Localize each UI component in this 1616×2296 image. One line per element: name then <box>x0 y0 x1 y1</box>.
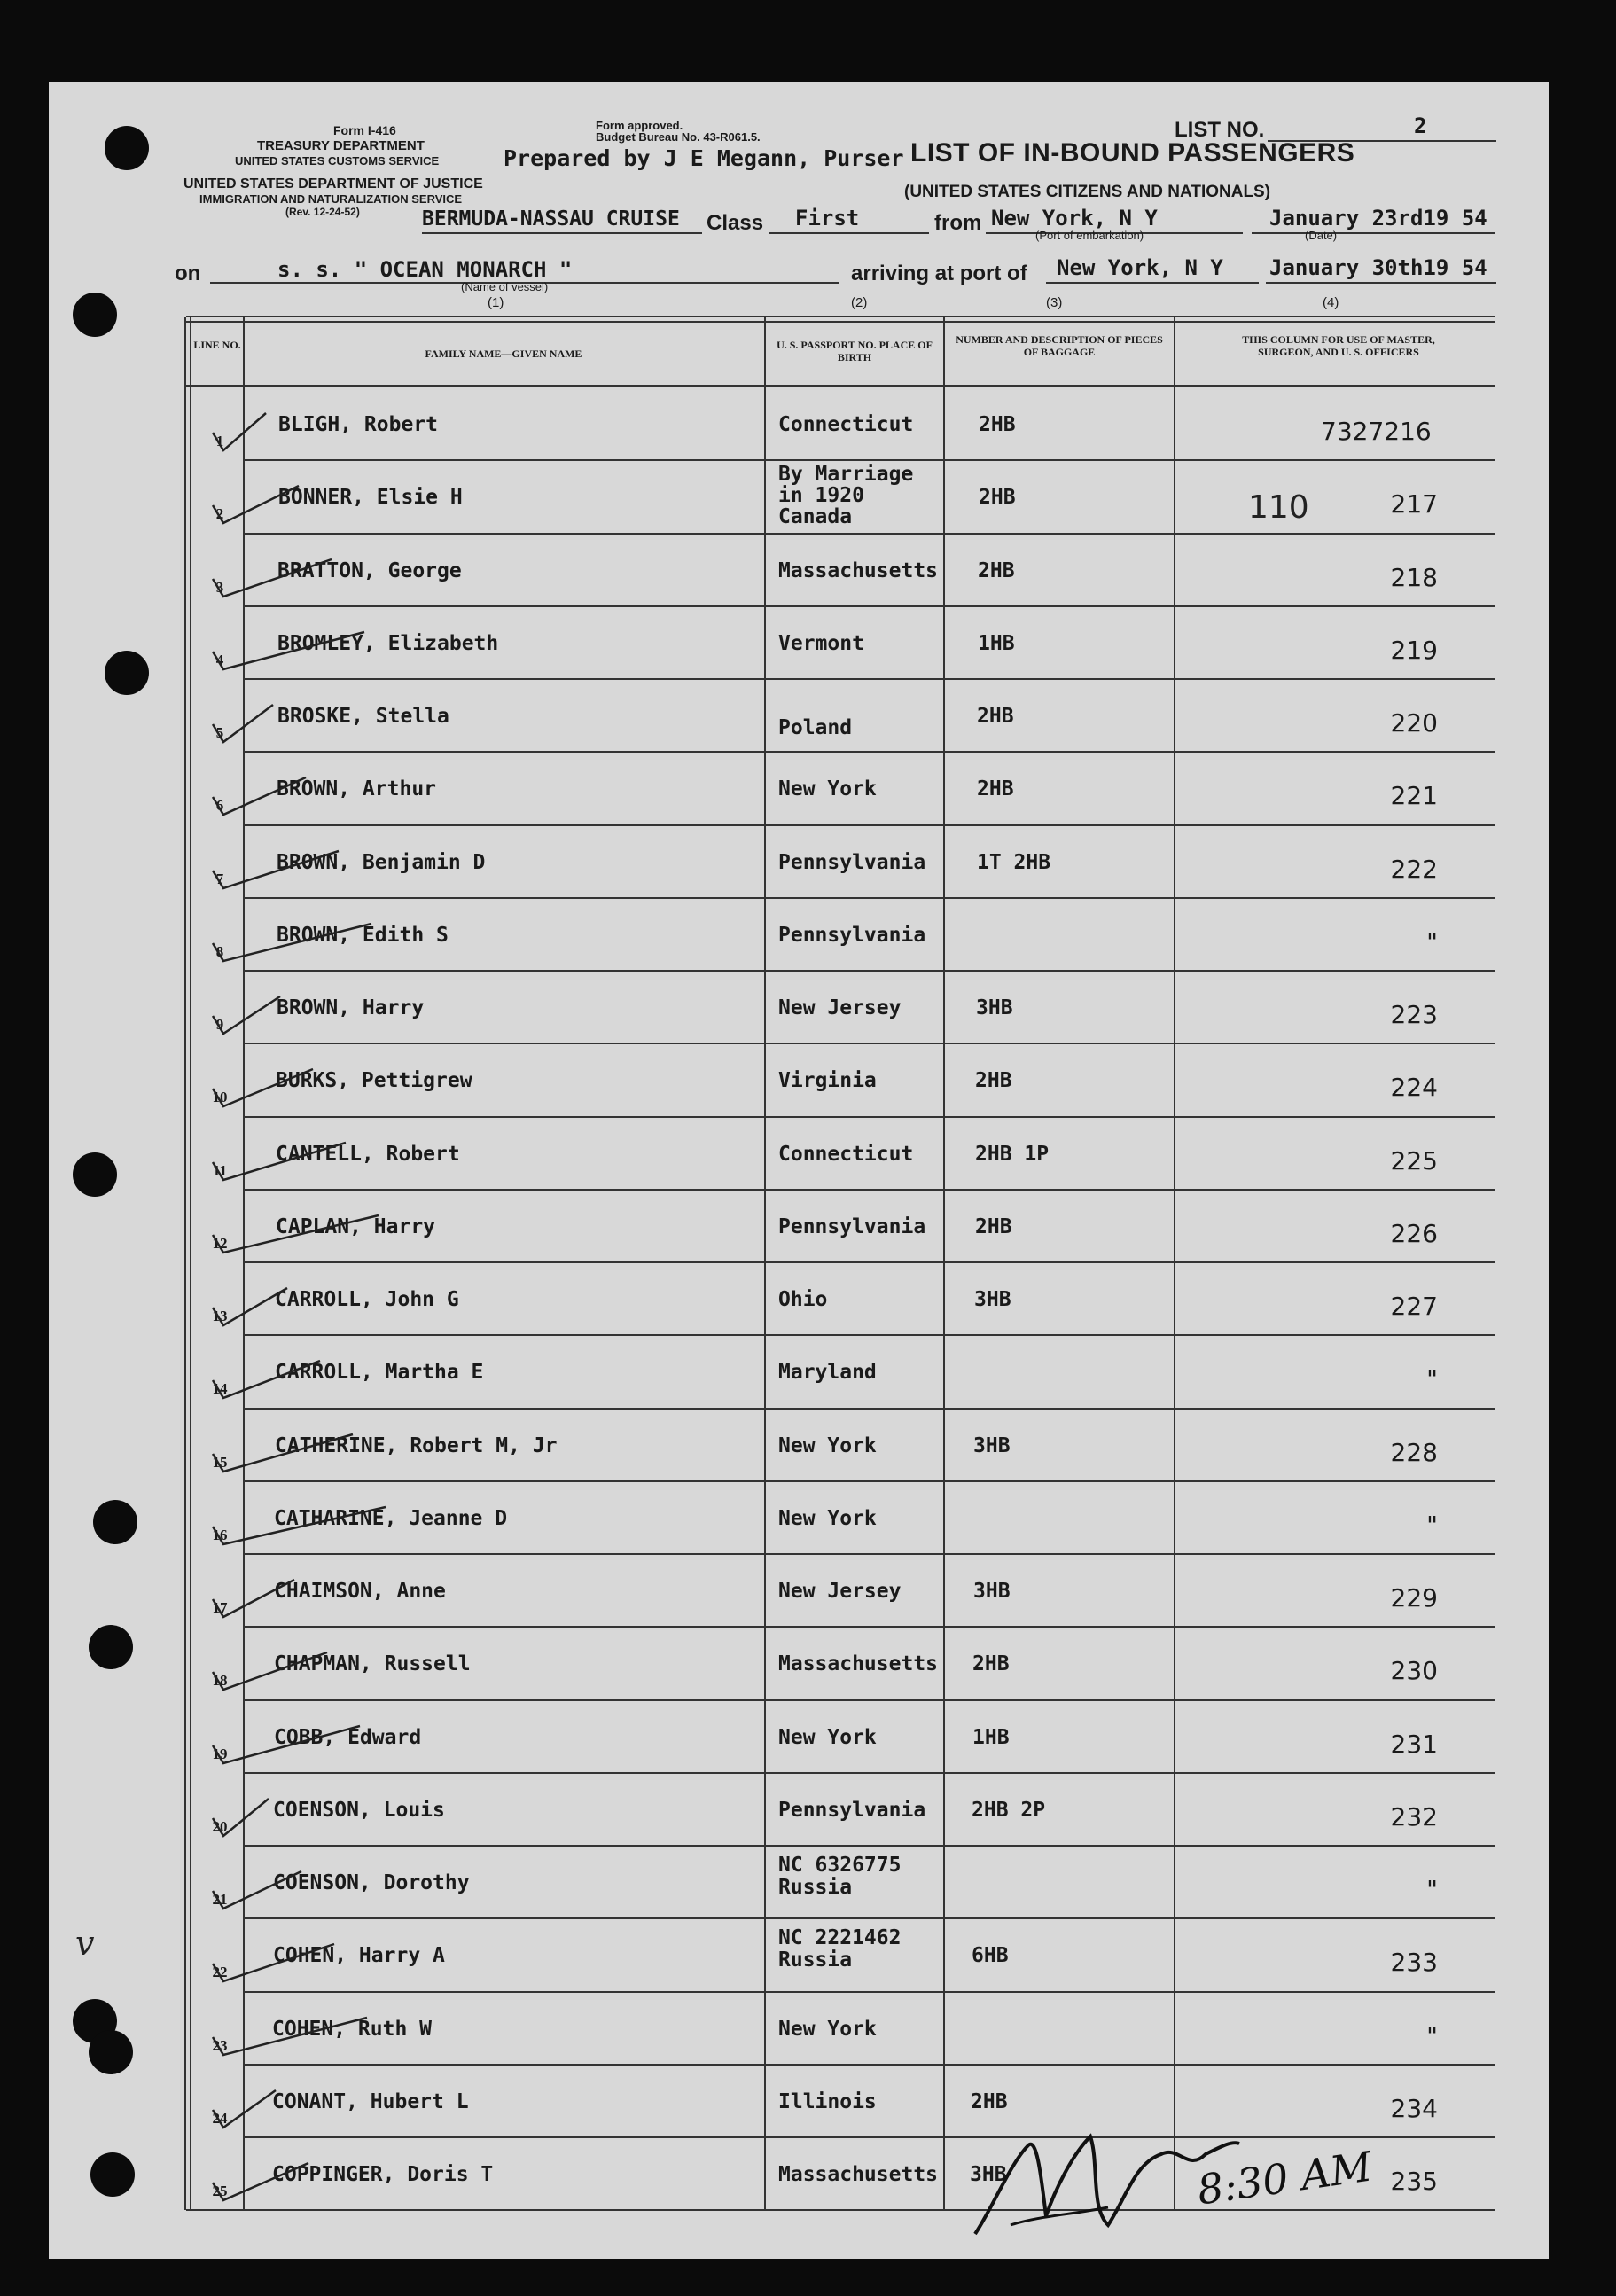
officer-number: 7327216 <box>1321 417 1432 446</box>
officer-number: 227 <box>1390 1292 1438 1321</box>
officer-number: 231 <box>1390 1729 1438 1759</box>
passenger-name: COBB, Edward <box>274 1725 422 1749</box>
baggage-count: 2HB <box>979 413 1016 436</box>
header-officers: THIS COLUMN FOR USE OF MASTER, SURGEON, AND U. S. OFFICERS <box>1242 333 1435 358</box>
line-number: 24 <box>212 2109 228 2127</box>
binder-hole <box>73 293 117 337</box>
cruise-underline <box>422 232 702 234</box>
passenger-name: CARROLL, Martha E <box>275 1361 484 1385</box>
officer-number: 217 <box>1390 489 1438 519</box>
line-number: 2 <box>215 505 224 523</box>
header-passport: U. S. PASSPORT NO. PLACE OF BIRTH <box>777 339 933 363</box>
vessel-caption: (Name of vessel) <box>461 280 549 293</box>
baggage-count: 2HB <box>977 705 1014 728</box>
check-mark-icon <box>204 406 470 459</box>
header-family-name: FAMILY NAME—GIVEN NAME <box>425 348 582 360</box>
check-mark-icon <box>204 1864 470 1917</box>
baggage-count: 1HB <box>978 631 1015 655</box>
row-divider <box>243 2136 1495 2138</box>
binder-hole <box>93 1500 137 1544</box>
class-value: First <box>795 206 860 230</box>
check-mark-icon <box>204 1136 470 1189</box>
place-of-birth: Connecticut <box>778 1142 914 1166</box>
check-mark-icon <box>204 770 470 824</box>
passenger-name: BROWN, Arthur <box>277 777 437 801</box>
place-of-birth: New York <box>778 1725 877 1749</box>
officer-number: 221 <box>1390 781 1438 811</box>
baggage-count: 3HB <box>974 1288 1011 1311</box>
cruise-name: BERMUDA-NASSAU CRUISE <box>422 207 680 230</box>
place-of-birth: Virginia <box>778 1069 877 1093</box>
arrival-date-line <box>1266 282 1496 284</box>
check-mark-icon <box>204 1573 470 1626</box>
place-of-birth: NC 6326775 <box>778 1854 902 1877</box>
baggage-count: 3HB <box>973 1580 1011 1603</box>
passenger-name: CHAPMAN, Russell <box>274 1652 471 1676</box>
place-of-birth: Massachusetts <box>778 2163 939 2186</box>
line-number: 1 <box>215 433 224 449</box>
baggage-count: 3HB <box>970 2163 1007 2186</box>
line-number: 9 <box>215 1016 224 1033</box>
officer-number: 219 <box>1390 635 1438 665</box>
binder-hole <box>73 1152 117 1197</box>
passenger-name: CHAIMSON, Anne <box>274 1580 446 1603</box>
passenger-name: CANTELL, Robert <box>276 1142 460 1166</box>
line-number: 25 <box>212 2183 228 2199</box>
row-divider <box>243 1043 1495 1044</box>
officer-number: 233 <box>1390 1948 1438 1978</box>
check-mark-icon <box>204 1645 470 1699</box>
col-divider-baggage <box>1174 317 1175 2210</box>
from-value: New York, N Y <box>991 206 1158 230</box>
place-of-birth: Pennsylvania <box>778 850 926 874</box>
passenger-name: BROWN, Harry <box>277 996 425 1019</box>
margin-check-mark: v <box>75 1924 95 1963</box>
col-ref-2: (2) <box>851 295 868 310</box>
line-number: 6 <box>215 797 224 815</box>
place-of-birth: Ohio <box>778 1288 828 1311</box>
place-of-birth: Illinois <box>778 2089 877 2113</box>
place-of-birth: Russia <box>778 1876 853 1899</box>
officer-number: 223 <box>1390 1000 1438 1029</box>
binder-hole <box>89 1625 133 1669</box>
check-mark-icon <box>204 2156 470 2209</box>
officer-number: 235 <box>1390 2167 1438 2196</box>
table-border-left <box>184 317 186 2210</box>
row-divider <box>243 970 1495 972</box>
row-divider <box>243 1917 1495 1919</box>
baggage-count: 2HB <box>979 486 1016 510</box>
passenger-name: CATHERINE, Robert M, Jr <box>275 1433 558 1457</box>
baggage-count: 2HB <box>975 1214 1012 1238</box>
dept-of-justice: UNITED STATES DEPARTMENT OF JUSTICE <box>183 176 483 191</box>
baggage-count: 3HB <box>973 1433 1011 1457</box>
check-mark-icon <box>204 552 470 605</box>
officer-number: 230 <box>1390 1656 1438 1686</box>
line-number: 13 <box>212 1308 228 1324</box>
check-mark-icon <box>204 2011 470 2064</box>
row-divider <box>243 459 1495 461</box>
baggage-count: 1T 2HB <box>977 850 1051 874</box>
row-divider <box>243 1261 1495 1263</box>
baggage-count: 2HB 2P <box>972 1798 1046 1822</box>
officer-number: 229 <box>1390 1583 1438 1613</box>
from-label: from <box>934 211 982 235</box>
col-ref-3: (3) <box>1046 295 1063 310</box>
line-number: 20 <box>212 1817 228 1835</box>
check-mark-icon <box>204 844 470 897</box>
officer-number: 234 <box>1390 2093 1438 2123</box>
check-mark-icon <box>204 1500 470 1553</box>
baggage-count: 2HB <box>978 558 1015 582</box>
binder-hole <box>89 2030 133 2074</box>
passenger-name: CARROLL, John G <box>275 1288 459 1311</box>
officer-number: " <box>1426 1510 1438 1540</box>
binder-hole <box>90 2152 135 2197</box>
place-of-birth: Pennsylvania <box>778 923 926 947</box>
form-number: Form I-416 <box>333 123 396 137</box>
check-mark-icon <box>204 989 470 1043</box>
place-of-birth: New Jersey <box>778 1580 902 1603</box>
embark-date-line <box>1252 232 1495 234</box>
arriving-label: arriving at port of <box>851 262 1027 285</box>
row-divider <box>243 1991 1495 1993</box>
passenger-name: COENSON, Dorothy <box>273 1871 470 1894</box>
row-divider <box>243 1189 1495 1191</box>
budget-bureau: Budget Bureau No. 43-R061.5. <box>596 130 761 144</box>
col-divider-passport <box>943 317 945 2210</box>
line-number: 19 <box>212 1745 228 1762</box>
class-label: Class <box>707 211 764 235</box>
baggage-count: 1HB <box>972 1725 1010 1749</box>
check-mark-icon <box>204 1208 470 1261</box>
officer-number: " <box>1426 2020 1438 2050</box>
passenger-name: BURKS, Pettigrew <box>276 1069 472 1093</box>
line-number: 22 <box>212 1964 228 1981</box>
col-divider-name <box>764 317 766 2210</box>
place-of-birth: New York <box>778 2017 877 2041</box>
handwritten-110: 110 <box>1248 489 1309 526</box>
passenger-name: COHEN, Ruth W <box>272 2017 433 2041</box>
prepared-by: Prepared by J E Megann, Purser <box>504 145 904 171</box>
header-line-no: LINE NO. <box>193 339 241 351</box>
row-divider <box>243 751 1495 753</box>
treasury-department: TREASURY DEPARTMENT <box>257 138 425 153</box>
line-number: 8 <box>215 942 224 960</box>
passenger-name: BROWN, Benjamin D <box>277 850 486 874</box>
passenger-name: BROSKE, Stella <box>277 705 449 728</box>
check-mark-icon <box>204 1937 470 1990</box>
arrival-port-line <box>1046 282 1259 284</box>
check-mark-icon <box>204 1354 470 1407</box>
port-embark-caption: (Port of embarkation) <box>1035 229 1144 242</box>
place-of-birth: Maryland <box>778 1361 877 1385</box>
line-number: 12 <box>212 1234 228 1252</box>
passenger-name: BRATTON, George <box>277 558 462 582</box>
table-bottom-border <box>186 2209 1495 2211</box>
date-caption: (Date) <box>1305 229 1338 242</box>
customs-service: UNITED STATES CUSTOMS SERVICE <box>235 154 440 168</box>
check-mark-icon <box>204 698 470 751</box>
list-no-value: 2 <box>1414 113 1427 138</box>
row-divider <box>243 533 1495 535</box>
on-label: on <box>175 262 201 285</box>
officer-number: " <box>1426 1364 1438 1394</box>
place-of-birth: Pennsylvania <box>778 1798 926 1822</box>
row-divider <box>243 897 1495 899</box>
line-number: 16 <box>212 1526 228 1543</box>
baggage-count: 2HB <box>971 2089 1008 2113</box>
header-baggage: NUMBER AND DESCRIPTION OF PIECES OF BAGGAGE <box>956 333 1163 358</box>
passenger-name: COPPINGER, Doris T <box>272 2163 494 2186</box>
row-divider <box>243 1553 1495 1555</box>
place-of-birth: Poland <box>778 716 853 739</box>
line-number: 15 <box>212 1453 228 1471</box>
place-of-birth: New York <box>778 1506 877 1530</box>
passenger-name: CATHARINE, Jeanne D <box>274 1506 508 1530</box>
check-mark-icon <box>204 1281 470 1334</box>
row-divider <box>243 1699 1495 1701</box>
place-of-birth: By Marriage <box>778 463 914 487</box>
list-no-line <box>1268 140 1496 142</box>
place-of-birth: Canada <box>778 505 853 529</box>
line-number: 4 <box>215 651 224 668</box>
passenger-name: BROWN, Edith S <box>277 923 449 947</box>
line-number: 7 <box>215 870 224 887</box>
row-divider <box>243 1116 1495 1118</box>
place-of-birth: Massachusetts <box>778 558 939 582</box>
row-divider <box>243 1480 1495 1482</box>
col-ref-1: (1) <box>488 295 504 310</box>
check-mark-icon <box>204 625 470 678</box>
citizens-nationals: (UNITED STATES CITIZENS AND NATIONALS) <box>904 183 1271 201</box>
row-divider <box>243 1772 1495 1774</box>
check-mark-icon <box>204 917 470 970</box>
check-mark-icon <box>204 1427 470 1480</box>
check-mark-icon <box>204 1062 470 1115</box>
form-approved: Form approved. <box>596 119 683 132</box>
line-number: 14 <box>212 1380 228 1398</box>
place-of-birth: New Jersey <box>778 996 902 1019</box>
place-of-birth: Connecticut <box>778 413 914 436</box>
arrival-port: New York, N Y <box>1057 255 1223 280</box>
officer-number: 228 <box>1390 1437 1438 1467</box>
baggage-count: 2HB <box>975 1069 1012 1093</box>
line-number: 21 <box>212 1891 228 1908</box>
check-mark-icon <box>204 479 470 532</box>
place-of-birth: New York <box>778 777 877 801</box>
check-mark-icon <box>204 2083 470 2136</box>
baggage-count: 6HB <box>972 1944 1009 1968</box>
officer-number: 232 <box>1390 1801 1438 1831</box>
passenger-name: BROMLEY, Elizabeth <box>277 631 499 655</box>
officer-number: 220 <box>1390 708 1438 738</box>
baggage-count: 3HB <box>976 996 1013 1019</box>
list-title: LIST OF IN-BOUND PASSENGERS <box>910 138 1355 168</box>
row-divider <box>243 1334 1495 1336</box>
place-of-birth: in 1920 <box>778 484 864 508</box>
line-number: 3 <box>215 578 224 596</box>
baggage-count: 2HB <box>972 1652 1010 1676</box>
line-number: 18 <box>212 1672 228 1690</box>
baggage-count: 2HB 1P <box>975 1142 1050 1166</box>
line-number: 23 <box>212 2036 228 2054</box>
place-of-birth: Massachusetts <box>778 1652 939 1676</box>
officer-number: 222 <box>1390 854 1438 884</box>
officer-number: 225 <box>1390 1145 1438 1175</box>
officer-signature <box>957 2110 1241 2243</box>
list-no-label: LIST NO. <box>1175 118 1265 142</box>
line-number: 17 <box>212 1599 228 1616</box>
row-divider <box>243 1845 1495 1847</box>
place-of-birth: Pennsylvania <box>778 1214 926 1238</box>
officer-number: 218 <box>1390 562 1438 592</box>
vessel-name: s. s. " OCEAN MONARCH " <box>277 257 573 282</box>
passenger-name: COENSON, Louis <box>273 1798 445 1822</box>
row-divider <box>243 2064 1495 2066</box>
col-ref-4: (4) <box>1323 295 1339 310</box>
officer-number: " <box>1426 926 1438 957</box>
check-mark-icon <box>204 1792 470 1845</box>
place-of-birth: Vermont <box>778 631 864 655</box>
arrival-date: January 30th19 54 <box>1269 255 1487 280</box>
line-number: 5 <box>215 724 224 741</box>
class-line <box>769 232 929 234</box>
table-top-border-inner <box>186 321 1495 323</box>
place-of-birth: New York <box>778 1433 877 1457</box>
place-of-birth: Russia <box>778 1948 853 1972</box>
officer-number: " <box>1426 1875 1438 1904</box>
embark-date: January 23rd19 54 <box>1269 206 1487 230</box>
baggage-count: 2HB <box>977 777 1014 801</box>
handwritten-time: 8:30 AM <box>1194 2142 1376 2214</box>
place-of-birth: NC 2221462 <box>778 1926 902 1950</box>
passenger-name: BLIGH, Robert <box>278 413 439 436</box>
binder-hole <box>105 126 149 170</box>
passenger-name: COHEN, Harry A <box>273 1944 445 1968</box>
line-number: 10 <box>212 1089 228 1106</box>
revision: (Rev. 12-24-52) <box>285 206 360 218</box>
table-border-left-inner <box>190 317 191 2210</box>
passenger-name: CAPLAN, Harry <box>276 1214 436 1238</box>
header-row-bottom <box>186 385 1495 387</box>
passenger-name: CONANT, Hubert L <box>272 2089 469 2113</box>
check-mark-icon <box>204 1719 470 1772</box>
row-divider <box>243 1408 1495 1410</box>
row-divider <box>243 1626 1495 1628</box>
officer-number: 224 <box>1390 1073 1438 1103</box>
table-top-border <box>186 316 1495 317</box>
binder-hole <box>105 651 149 695</box>
row-divider <box>243 824 1495 826</box>
row-divider <box>243 605 1495 607</box>
row-divider <box>243 678 1495 680</box>
line-number: 11 <box>212 1161 228 1179</box>
officer-number: 226 <box>1390 1218 1438 1248</box>
immigration-service: IMMIGRATION AND NATURALIZATION SERVICE <box>199 192 463 206</box>
passenger-name: BONNER, Elsie H <box>278 486 463 510</box>
